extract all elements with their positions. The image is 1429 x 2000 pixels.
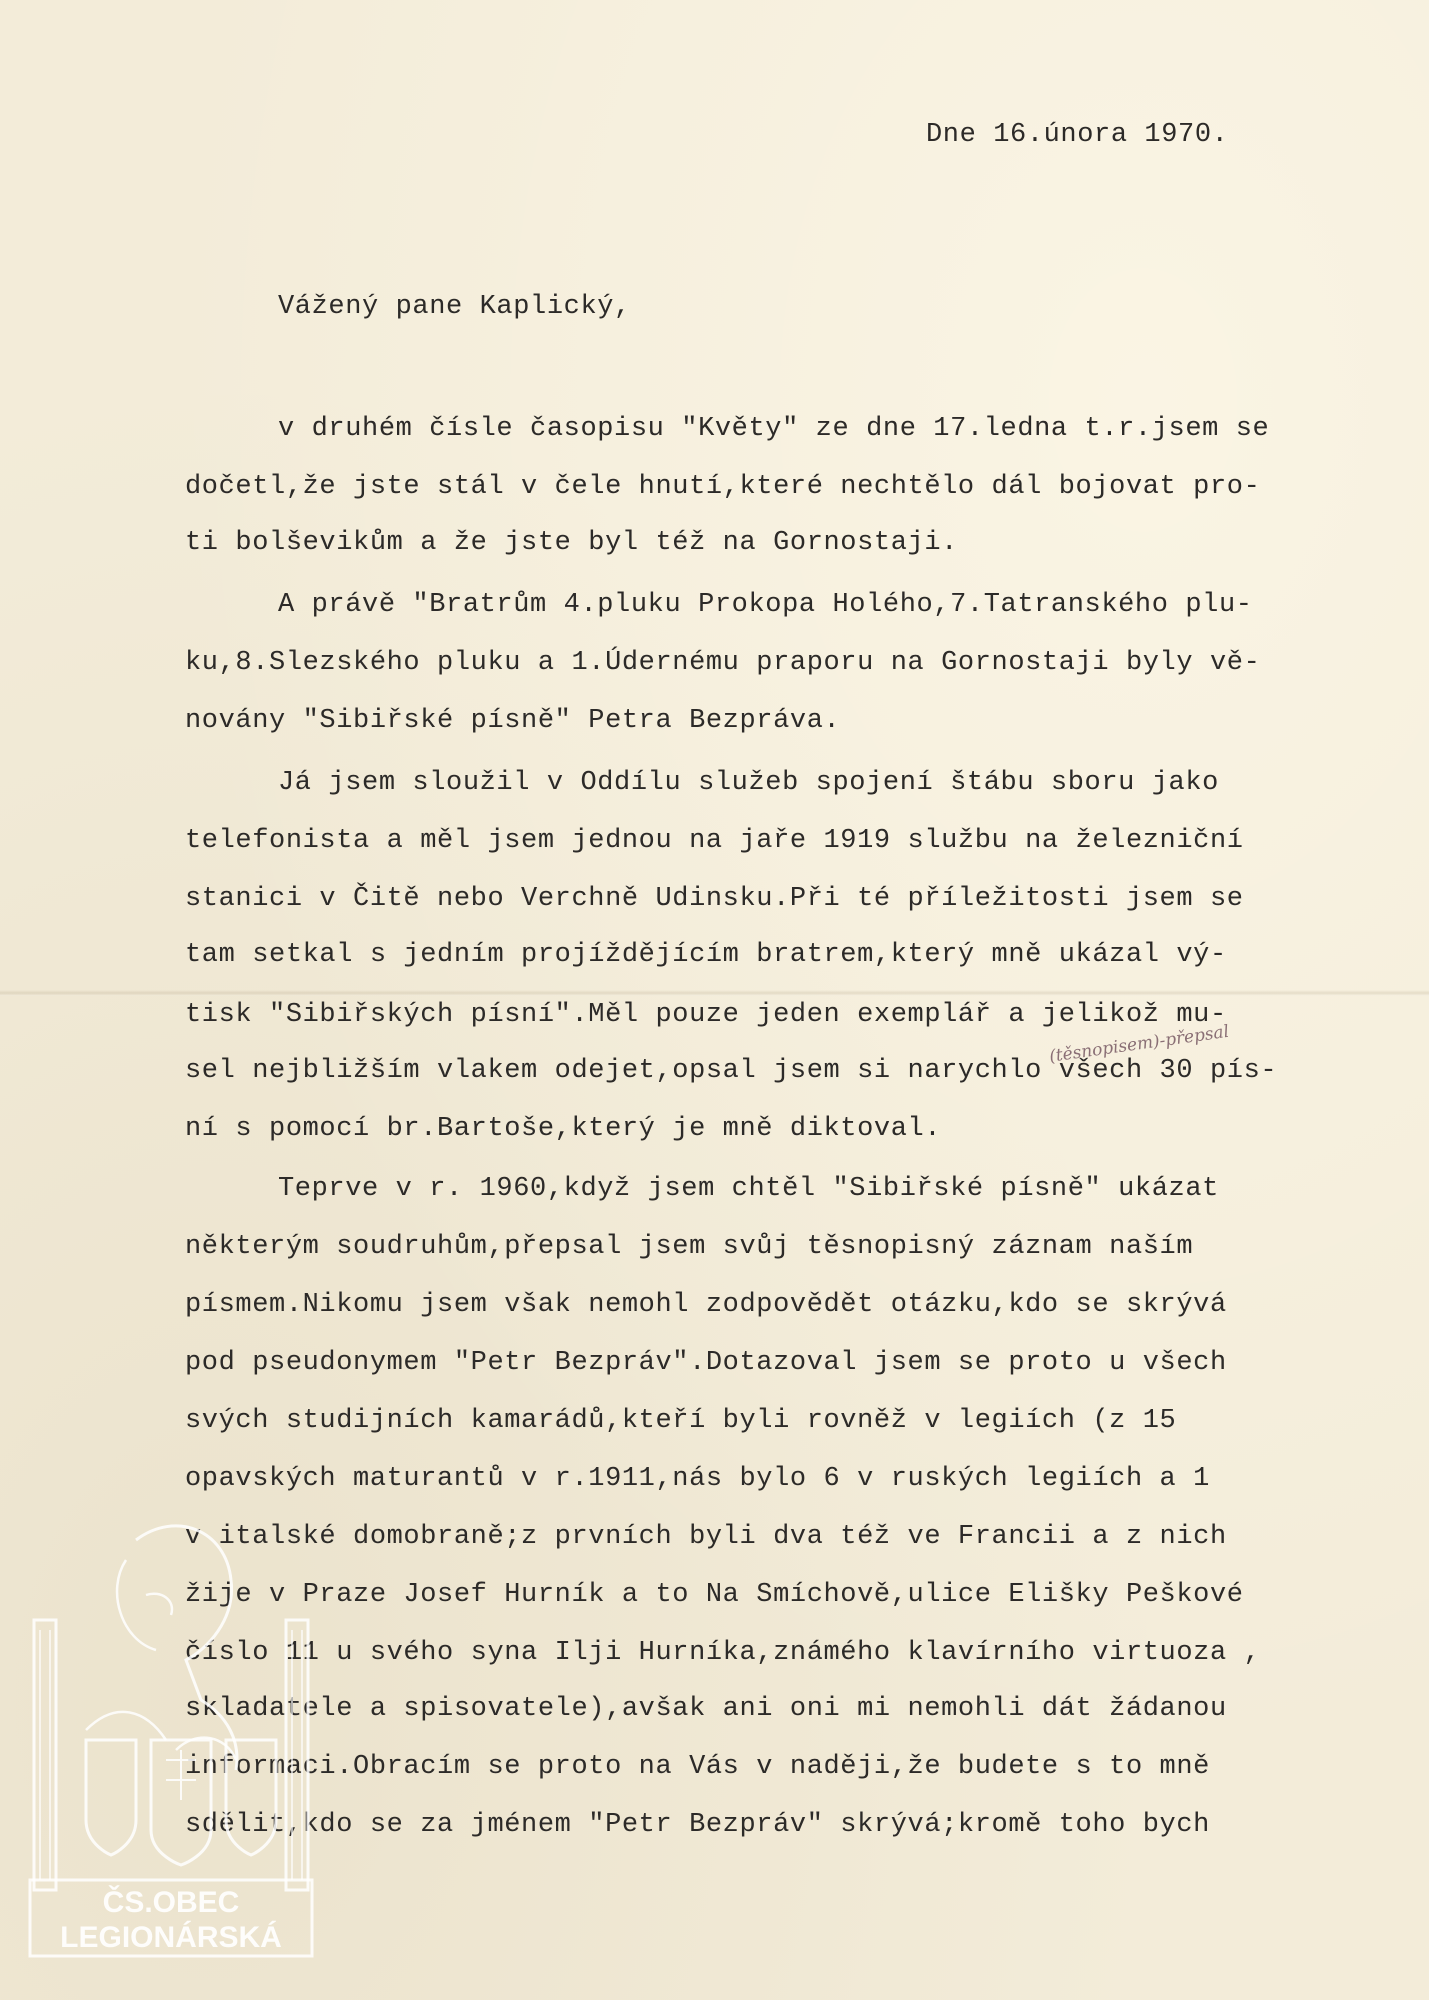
letter-line: v italské domobraně;z prvních byli dva též ve Francii a z nich [185, 1522, 1227, 1552]
letter-line: pod pseudonymem "Petr Bezpráv".Dotazoval jsem se proto u všech [185, 1348, 1227, 1378]
letter-line: písmem.Nikomu jsem však nemohl zodpovědět otázku,kdo se skrývá [185, 1290, 1227, 1320]
letter-line: informaci.Obracím se proto na Vás v naději,že budete s to mně [185, 1752, 1210, 1782]
letter-line: Teprve v r. 1960,když jsem chtěl "Sibiřské písně" ukázat [278, 1174, 1219, 1204]
letter-line: v druhém čísle časopisu "Květy" ze dne 17.ledna t.r.jsem se [278, 414, 1270, 444]
stamp-text-line1: ČS.OBEC [102, 1886, 240, 1919]
letter-line: opavských maturantů v r.1911,nás bylo 6 v ruských legiích a 1 [185, 1464, 1210, 1494]
letter-line: skladatele a spisovatele),avšak ani oni mi nemohli dát žádanou [185, 1694, 1227, 1724]
letter-line: sel nejbližším vlakem odejet,opsal jsem si narychlo všech 30 pís- [185, 1056, 1278, 1086]
letter-date: Dne 16.února 1970. [926, 120, 1229, 150]
letter-line: ku,8.Slezského pluku a 1.Údernému praporu na Gornostaji byly vě- [185, 648, 1261, 678]
letter-line: novány "Sibiřské písně" Petra Bezpráva. [185, 706, 841, 736]
letter-line: ti bolševikům a že jste byl též na Gornostaji. [185, 528, 958, 558]
handwritten-margin-note: (těsnopisem)-přepsal [1048, 1021, 1231, 1067]
stamp-text-line2: LEGIONÁRSKÁ [60, 1921, 282, 1954]
letter-line: telefonista a měl jsem jednou na jaře 1919 službu na železniční [185, 826, 1244, 856]
paper-fold-crease [0, 990, 1429, 996]
letter-salutation: Vážený pane Kaplický, [278, 292, 631, 322]
letter-line: A právě "Bratrům 4.pluku Prokopa Holého,7.Tatranského plu- [278, 590, 1253, 620]
letter-line: některým soudruhům,přepsal jsem svůj těsnopisný záznam naším [185, 1232, 1194, 1262]
letter-line: ní s pomocí br.Bartoše,který je mně diktoval. [185, 1114, 942, 1144]
letter-line: svých studijních kamarádů,kteří byli rovněž v legiích (z 15 [185, 1406, 1177, 1436]
letter-line: dočetl,že jste stál v čele hnutí,které nechtělo dál bojovat pro- [185, 472, 1261, 502]
letter-line: tam setkal s jedním projíždějícím bratrem,který mně ukázal vý- [185, 940, 1227, 970]
letter-line: žije v Praze Josef Hurník a to Na Smíchově,ulice Elišky Peškové [185, 1580, 1244, 1610]
shield-icon [86, 1740, 136, 1855]
legion-watermark-stamp [26, 1500, 316, 1960]
letter-line: sdělit,kdo se za jménem "Petr Bezpráv" skrývá;kromě toho bych [185, 1810, 1210, 1840]
letter-line: Já jsem sloužil v Oddílu služeb spojení štábu sboru jako [278, 768, 1219, 798]
letter-line: číslo 11 u svého syna Ilji Hurníka,známého klavírního virtuoza , [185, 1638, 1261, 1668]
letter-line: tisk "Sibiřských písní".Měl pouze jeden exemplář a jelikož mu- [185, 1000, 1227, 1030]
letter-line: stanici v Čitě nebo Verchně Udinsku.Při té příležitosti jsem se [185, 884, 1244, 914]
